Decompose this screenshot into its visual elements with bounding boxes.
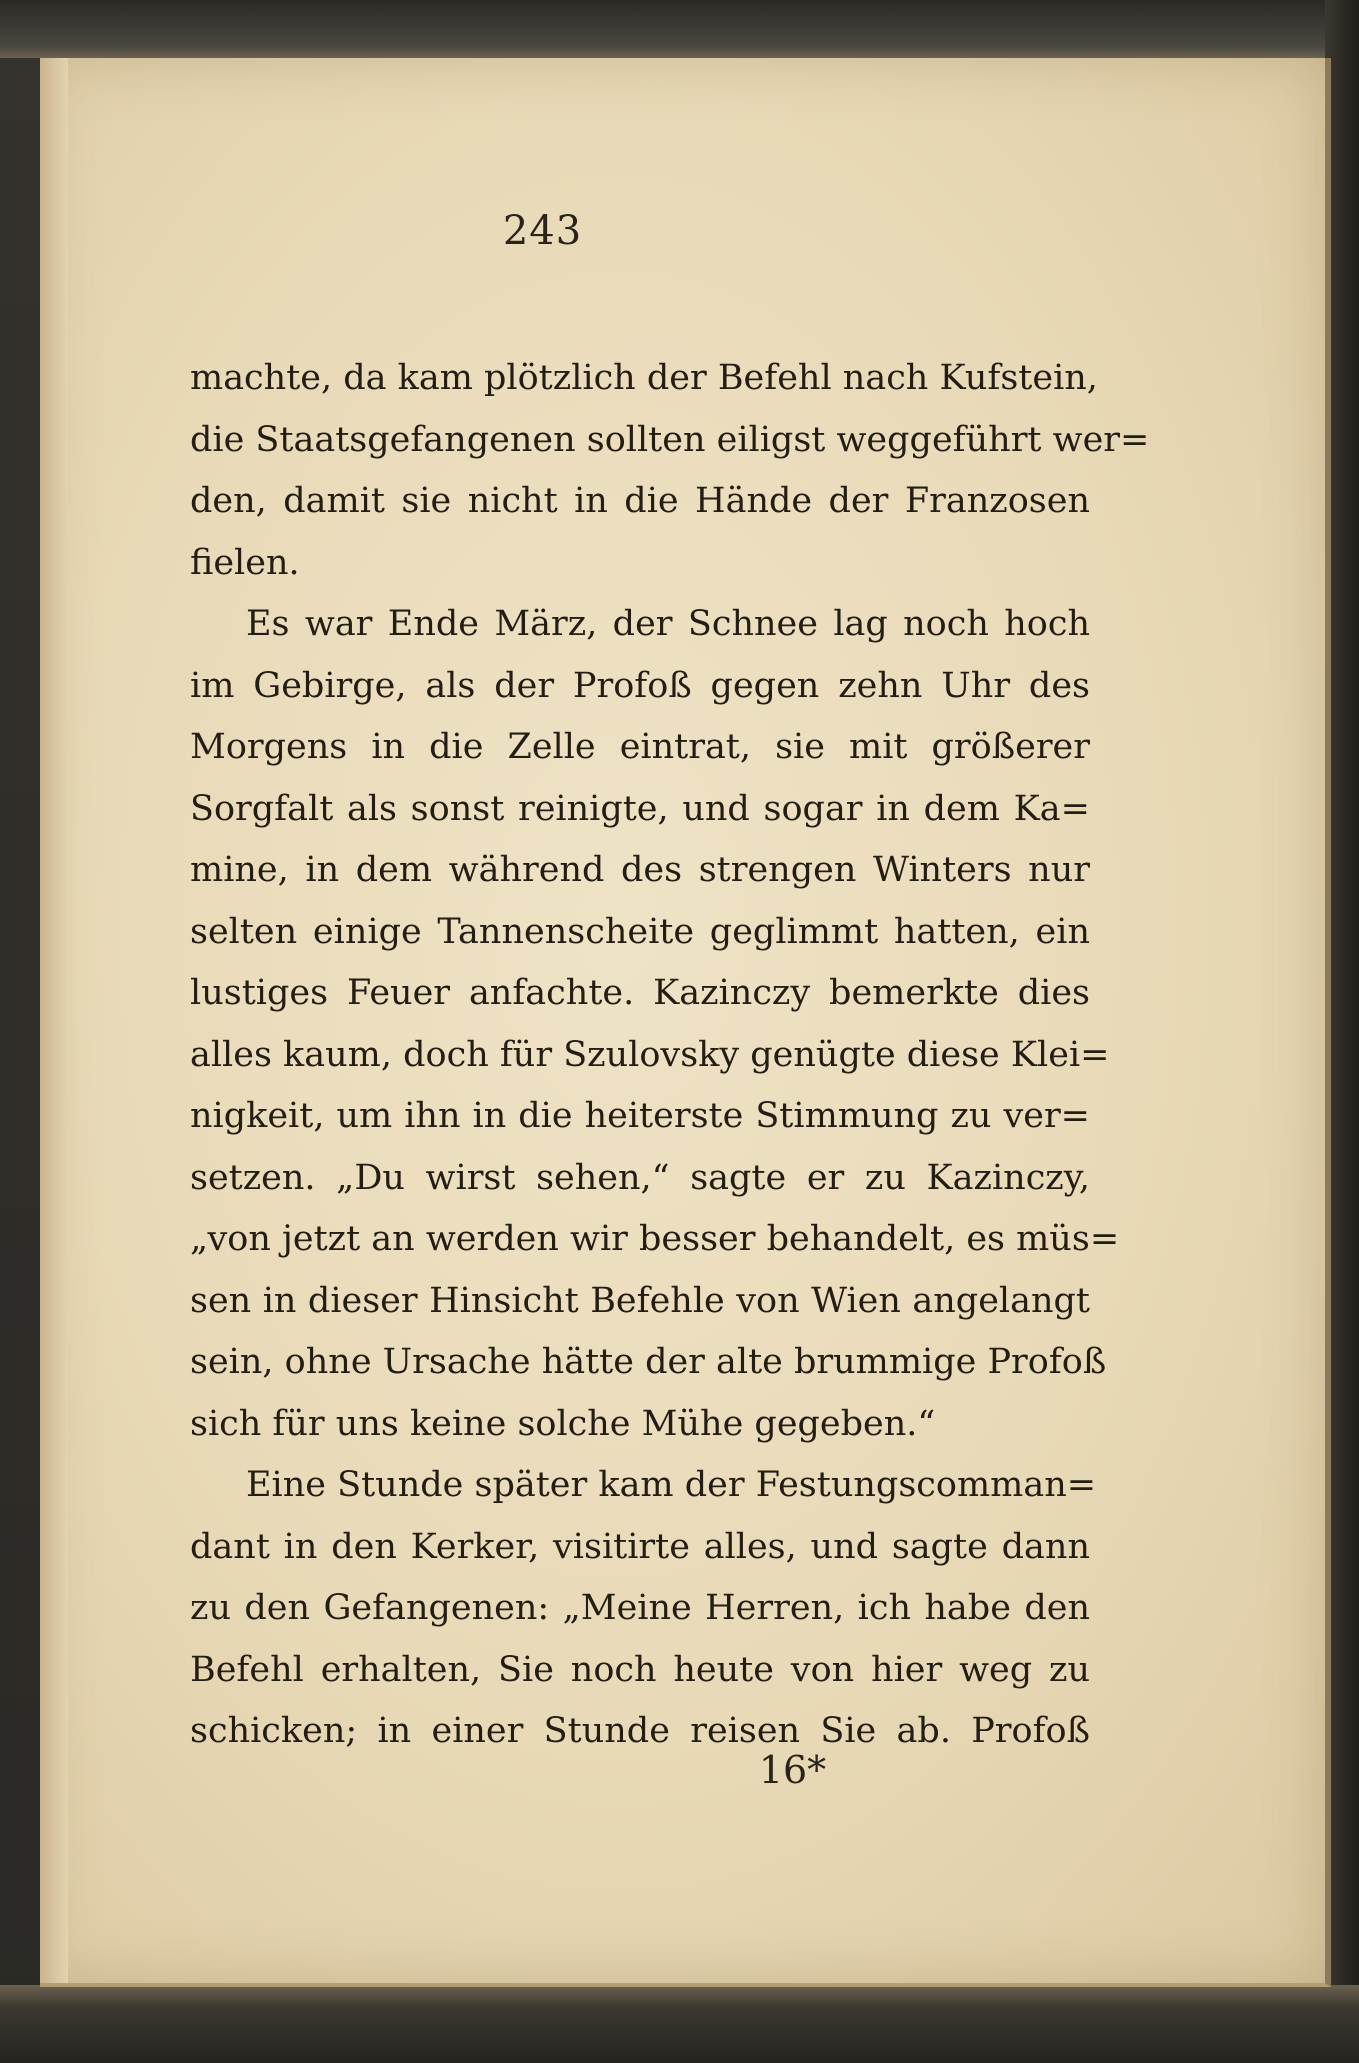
book-page [40,58,1331,1987]
text-line: selten einige Tannenscheite geglimmt hatten, ein [190,911,1090,952]
text-line: sein, ohne Ursache hätte der alte brummige Profoß [190,1342,1107,1382]
body-text [190,348,1150,1763]
text-line: sen in dieser Hinsicht Befehle von Wien angelangt [190,1280,1090,1321]
text-line: den, damit sie nicht in die Hände der Franzosen [190,481,1090,521]
text-line: die Staatsgefangenen sollten eiligst weggeführt wer= [190,419,1150,460]
top-binding-edge [0,0,1359,58]
text-line: Morgens in die Zelle eintrat, sie mit größerer [190,727,1090,767]
text-line: nigkeit, um ihn in die heiterste Stimmung zu ver= [190,1096,1090,1136]
text-line: im Gebirge, als der Profoß gegen zehn Uhr des [190,665,1090,706]
text-line: schicken; in einer Stunde reisen Sie ab. Profoß [190,1711,1090,1751]
text-line: Befehl erhalten, Sie noch heute von hier weg zu [190,1649,1090,1690]
text-line: zu den Gefangenen: „Meine Herren, ich habe den [190,1588,1090,1628]
text-line: dant in den Kerker, visitirte alles, und sagte dann [190,1526,1090,1567]
page-gutter [40,58,68,1983]
text-line: mine, in dem während des strengen Winters nur [190,850,1090,890]
text-line: sich für uns keine solche Mühe gegeben.“ [190,1403,936,1444]
text-line: Es war Ende März, der Schnee lag noch hoch [246,604,1090,644]
page-number: 243 [502,208,583,254]
text-line: Sorgfalt als sonst reinigte, und sogar in dem Ka= [190,788,1090,829]
text-line: fielen. [190,542,300,583]
text-line: „von jetzt an werden wir besser behandelt, es müs= [190,1219,1120,1259]
bottom-binding-edge [0,1985,1359,2063]
text-line: setzen. „Du wirst sehen,“ sagte er zu Kazinczy, [190,1157,1090,1198]
text-line: alles kaum, doch für Szulovsky genügte diese Klei= [190,1034,1110,1075]
signature-mark: 16* [758,1748,827,1792]
text-line: machte, da kam plötzlich der Befehl nach Kufstein, [190,358,1098,398]
text-line: Eine Stunde später kam der Festungscomman= [246,1465,1097,1505]
text-line: lustiges Feuer anfachte. Kazinczy bemerkte dies [190,973,1090,1013]
